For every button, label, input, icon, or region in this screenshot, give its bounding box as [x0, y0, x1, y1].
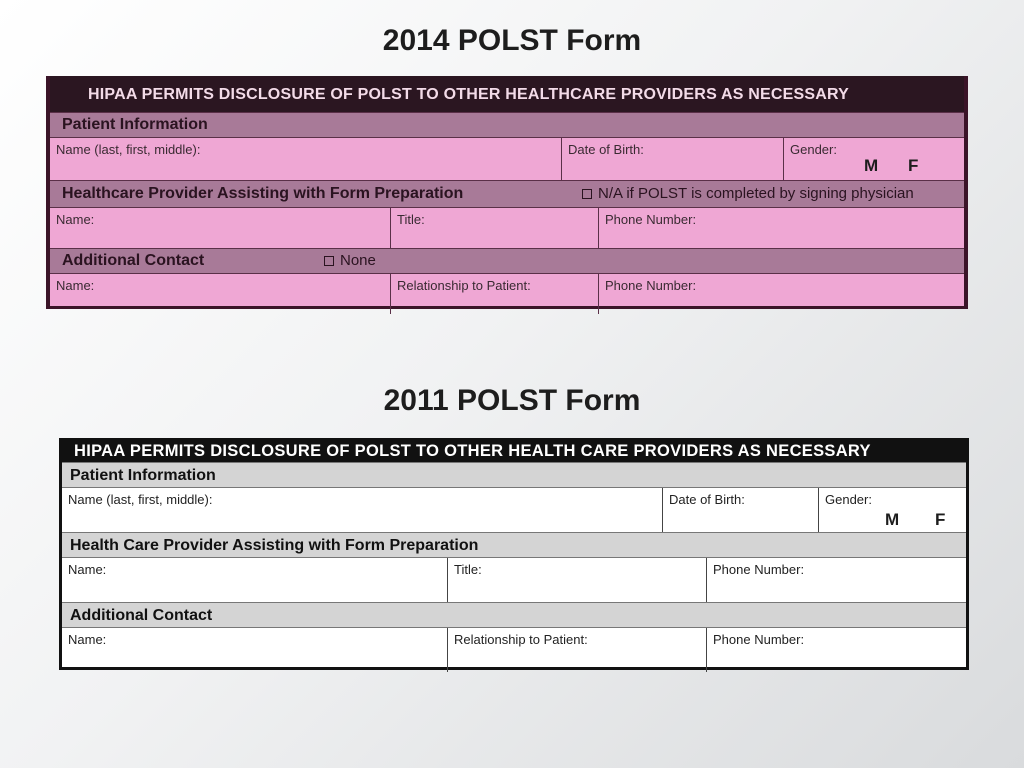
provider-title-label: Title: [454, 562, 482, 577]
provider-name-field[interactable] [50, 208, 391, 248]
gender-field[interactable] [819, 488, 966, 532]
gender-field[interactable] [784, 138, 964, 180]
title-2014-polst-form: 2014 POLST Form [382, 24, 642, 57]
na-checkbox-label: N/A if POLST is completed by signing physician [598, 185, 914, 202]
date-of-birth-field[interactable] [663, 488, 819, 532]
patient-name-label: Name (last, first, middle): [56, 142, 201, 157]
hipaa-header: HIPAA PERMITS DISCLOSURE OF POLST TO OTHER HEALTH CARE PROVIDERS AS NECESSARY [62, 438, 966, 462]
section-healthcare-provider [50, 180, 964, 208]
date-of-birth-label: Date of Birth: [669, 492, 745, 507]
contact-phone-label: Phone Number: [713, 632, 805, 647]
checkbox-icon[interactable] [324, 256, 334, 266]
patient-name-field[interactable] [50, 138, 562, 180]
provider-title-field[interactable] [448, 558, 707, 602]
patient-information-fields [62, 488, 966, 532]
contact-name-field[interactable] [50, 274, 391, 314]
gender-option-f[interactable]: F [935, 510, 946, 529]
contact-relationship-label: Relationship to Patient: [454, 632, 588, 647]
none-checkbox[interactable] [324, 249, 376, 273]
health-care-provider-fields [62, 558, 966, 602]
gender-option-m[interactable]: M [864, 156, 879, 175]
section-title: Additional Contact [70, 607, 213, 624]
patient-name-label: Name (last, first, middle): [68, 492, 213, 507]
section-additional-contact [50, 248, 964, 274]
provider-title-field[interactable] [391, 208, 599, 248]
contact-name-label: Name: [56, 278, 95, 293]
gender-option-m[interactable]: M [885, 510, 900, 529]
provider-name-field[interactable] [62, 558, 448, 602]
section-title: Health Care Provider Assisting with Form Preparation [70, 537, 479, 554]
polst-form-2011 [59, 438, 969, 670]
gender-option-f[interactable]: F [908, 156, 919, 175]
provider-phone-label: Phone Number: [713, 562, 805, 577]
patient-name-field[interactable] [62, 488, 663, 532]
provider-phone-label: Phone Number: [605, 212, 697, 227]
provider-title-label: Title: [397, 212, 425, 227]
section-patient-information [50, 112, 964, 138]
provider-phone-field[interactable] [707, 558, 966, 602]
provider-phone-field[interactable] [599, 208, 964, 248]
contact-phone-label: Phone Number: [605, 278, 697, 293]
polst-form-2014 [46, 76, 968, 309]
contact-phone-field[interactable] [707, 628, 966, 672]
gender-label: Gender: [825, 492, 872, 507]
section-title: Healthcare Provider Assisting with Form Preparation [62, 185, 464, 202]
contact-relationship-label: Relationship to Patient: [397, 278, 531, 293]
gender-label: Gender: [790, 142, 837, 157]
hipaa-header: HIPAA PERMITS DISCLOSURE OF POLST TO OTHER HEALTHCARE PROVIDERS AS NECESSARY [50, 76, 964, 112]
contact-name-label: Name: [68, 632, 107, 647]
healthcare-provider-fields [50, 208, 964, 248]
section-title: Patient Information [70, 467, 216, 484]
none-checkbox-label: None [340, 252, 376, 269]
checkbox-icon[interactable] [582, 189, 592, 199]
contact-relationship-field[interactable] [448, 628, 707, 672]
contact-relationship-field[interactable] [391, 274, 599, 314]
patient-information-fields [50, 138, 964, 180]
section-title: Additional Contact [62, 252, 205, 269]
date-of-birth-field[interactable] [562, 138, 784, 180]
date-of-birth-label: Date of Birth: [568, 142, 644, 157]
section-title: Patient Information [62, 116, 208, 133]
title-2011-polst-form: 2011 POLST Form [383, 384, 641, 417]
section-health-care-provider [62, 532, 966, 558]
section-patient-information [62, 462, 966, 488]
na-checkbox[interactable] [582, 181, 914, 207]
section-additional-contact [62, 602, 966, 628]
contact-name-field[interactable] [62, 628, 448, 672]
contact-phone-field[interactable] [599, 274, 964, 314]
provider-name-label: Name: [56, 212, 95, 227]
additional-contact-fields [62, 628, 966, 672]
provider-name-label: Name: [68, 562, 107, 577]
additional-contact-fields [50, 274, 964, 314]
